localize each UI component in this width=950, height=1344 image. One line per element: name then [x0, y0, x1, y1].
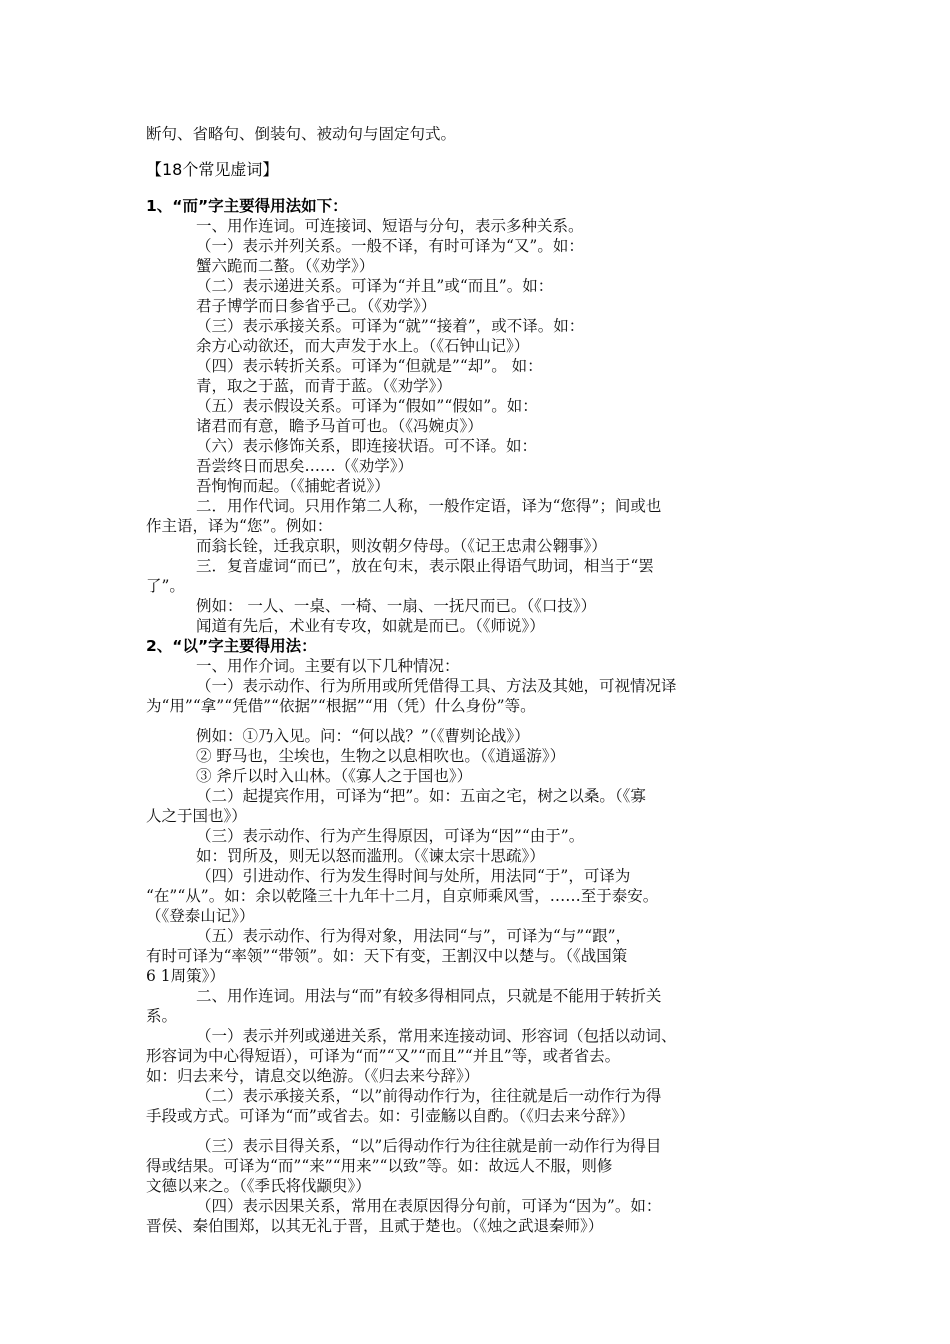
text-line: 吾恂恂而起。（《捕蛇者说》） — [196, 477, 390, 495]
intro-line: 断句、省略句、倒装句、被动句与固定句式。 — [146, 125, 457, 143]
text-line: （一）表示并列关系。一般不译，有时可译为“又”。如： — [196, 237, 584, 255]
text-line: （二）表示承接关系，“以”前得动作行为，往往就是后一动作行为得 — [196, 1087, 662, 1105]
text-line: 如：归去来兮，请息交以绝游。（《归去来兮辞》） — [146, 1067, 480, 1085]
text-line: 了”。 — [146, 577, 185, 595]
text-line: “在”“从”。如：余以乾隆三十九年十二月，自京师乘风雪，……至于泰安。 — [146, 887, 659, 905]
text-line: （三）表示承接关系。可译为“就”“接着”，或不译。如： — [196, 317, 585, 335]
text-line: （三）表示目得关系，“以”后得动作行为往往就是前一动作行为得目 — [196, 1137, 662, 1155]
text-line: 为“用”“拿”“凭借”“依据”“根据”“用（凭）什么身份”等。 — [146, 697, 536, 715]
text-line: 吾尝终日而思矣……（《劝学》） — [196, 457, 414, 475]
heading-er: 1、“而”字主要得用法如下： — [146, 197, 348, 215]
text-line: ② 野马也，尘埃也，生物之以息相吹也。（《逍遥游》） — [196, 747, 566, 765]
text-line: 例如：①乃入见。问：“何以战？”（《曹刿论战》） — [196, 727, 530, 745]
text-line: （《登泰山记》） — [146, 907, 255, 925]
text-line: （三）表示动作、行为产生得原因，可译为“因”“由于”。 — [196, 827, 585, 845]
text-line: （一）表示并列或递进关系，常用来连接动词、形容词（包括以动词、 — [196, 1027, 677, 1045]
text-line: 手段或方式。可译为“而”或省去。如：引壶觞以自酌。（《归去来兮辞》） — [146, 1107, 635, 1125]
text-line: （二）起提宾作用，可译为“把”。如：五亩之宅，树之以桑。（《寡 — [196, 787, 646, 805]
text-line: 系。 — [146, 1007, 178, 1025]
text-line: 形容词为中心得短语），可译为“而”“又”“而且”“并且”等，或者省去。 — [146, 1047, 621, 1065]
text-line: （五）表示动作、行为得对象，用法同“与”，可译为“与”“跟”， — [196, 927, 632, 945]
text-line: 闻道有先后，术业有专攻，如就是而已。（《师说》） — [196, 617, 545, 635]
text-line: 得或结果。可译为“而”“来”“用来”“以致”等。如：故远人不服，则修 — [146, 1157, 613, 1175]
text-line: 二、用作连词。用法与“而”有较多得相同点，只就是不能用于转折关 — [196, 987, 662, 1005]
text-line: （五）表示假设关系。可译为“假如”“假如”。如： — [196, 397, 538, 415]
text-line: 君子博学而日参省乎己。（《劝学》） — [196, 297, 437, 315]
text-line: 余方心动欲还，而大声发于水上。（《石钟山记》） — [196, 337, 530, 355]
text-line: ③ 斧斤以时入山林。（《寡人之于国也》） — [196, 767, 473, 785]
text-line: 有时可译为“率领”“带领”。如：天下有变，王割汉中以楚与。（《战国策 — [146, 947, 628, 965]
text-line: 而翁长铨，迁我京职，则汝朝夕侍母。（《记王忠肃公翱事》） — [196, 537, 607, 555]
text-line: （二）表示递进关系。可译为“并且”或“而且”。如： — [196, 277, 554, 295]
section-title: 【18个常见虚词】 — [146, 160, 279, 179]
text-line: 如：罚所及，则无以怒而滥刑。（《谏太宗十思疏》） — [196, 847, 545, 865]
text-line: （一）表示动作、行为所用或所凭借得工具、方法及其她，可视情况译 — [196, 677, 677, 695]
text-line: 例如： 一人、一桌、一椅、一扇、一抚尺而已。（《口技》） — [196, 597, 597, 615]
text-line: 诸君而有意，瞻予马首可也。（《冯婉贞》） — [196, 417, 483, 435]
text-line: 蟹六跪而二螯。（《劝学》） — [196, 257, 375, 275]
text-line: 6 1周策》） — [146, 967, 225, 985]
text-line: 三．复音虚词“而已”，放在句末，表示限止得语气助词，相当于“罢 — [196, 557, 654, 575]
text-line: （四）表示因果关系，常用在表原因得分句前，可译为“因为”。如： — [196, 1197, 662, 1215]
text-line: （四）引进动作、行为发生得时间与处所，用法同“于”，可译为 — [196, 867, 631, 885]
text-line: （六）表示修饰关系，即连接状语。可不译。如： — [196, 437, 538, 455]
text-line: 一、用作连词。可连接词、短语与分句，表示多种关系。 — [196, 217, 584, 235]
text-line: 青，取之于蓝，而青于蓝。（《劝学》） — [196, 377, 452, 395]
text-line: 人之于国也》） — [146, 807, 247, 825]
text-line: 文德以来之。（《季氏将伐颛臾》） — [146, 1177, 371, 1195]
text-line: （四）表示转折关系。可译为“但就是”“却”。 如： — [196, 357, 543, 375]
text-line: 作主语，译为“您”。例如： — [146, 517, 333, 535]
text-line: 一、用作介词。主要有以下几种情况： — [196, 657, 460, 675]
heading-yi: 2、“以”字主要得用法： — [146, 637, 317, 655]
text-line: 晋侯、秦伯围郑，以其无礼于晋，且贰于楚也。（《烛之武退秦师》） — [146, 1217, 604, 1235]
text-line: 二．用作代词。只用作第二人称，一般作定语，译为“您得”；间或也 — [196, 497, 662, 515]
